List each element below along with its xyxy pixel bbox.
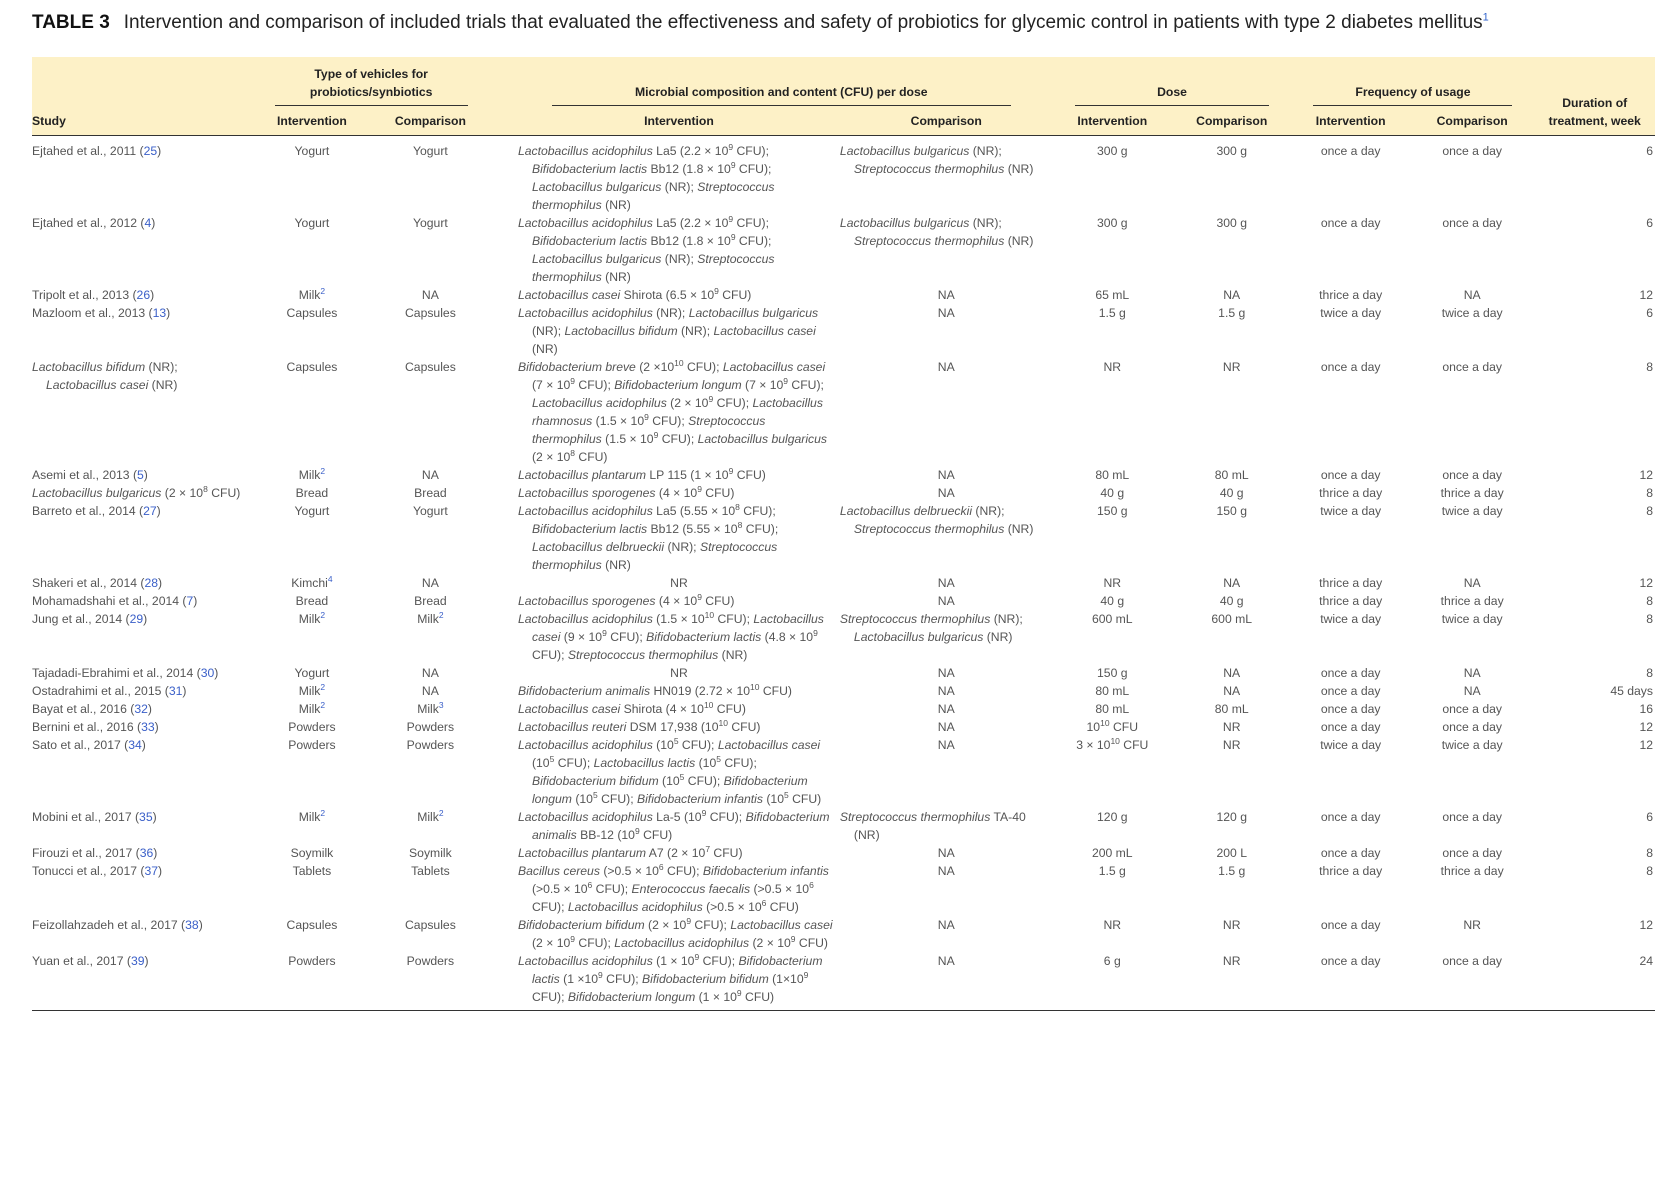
table-row [32, 574, 1655, 592]
cell-vehicle-comparison: NA [421, 468, 439, 482]
cell-study: Jung et al., 2014 (29) [32, 612, 148, 626]
header-row-groups [32, 57, 1655, 112]
cell-gap [490, 592, 518, 610]
cell-vehicle-comparison: Powders [406, 720, 455, 734]
cell-dose-comparison: NR [1222, 918, 1241, 932]
cell-dose-intervention: 150 g [1097, 504, 1128, 518]
cell-study: Barreto et al., 2014 (27) [32, 504, 161, 518]
table-row [32, 592, 1655, 610]
cell-dose-comparison: NA [1223, 288, 1241, 302]
cell-dose-intervention: 6 g [1053, 952, 1172, 1011]
cell-gap [490, 664, 518, 682]
cell-vehicle-comparison: NA [421, 684, 439, 698]
cell-microbial-intervention: Lactobacillus plantarum A7 ($2 \times 10^7$ CFU) [517, 843, 743, 860]
cell-duration: 8 [1646, 864, 1653, 878]
cell-dose-intervention: $3 \times 10^{10}$ CFU [1076, 735, 1149, 752]
header-dose-intervention: Intervention [1053, 112, 1172, 136]
cell-microbial-intervention: Lactobacillus acidophilus La-5 ($10^9$ CFU); Bifidobacterium animalis BB-12 ($10^9$ CFU) [517, 807, 830, 842]
cell-frequency-intervention: once a day [1320, 216, 1381, 230]
cell-dose-intervention: 120 g [1097, 810, 1128, 824]
cell-dose-comparison: 300 g [1216, 216, 1247, 230]
table-row [32, 718, 1655, 736]
cell-vehicle-intervention: Powders [288, 738, 336, 752]
cell-gap [490, 808, 518, 844]
table-row [32, 502, 1655, 574]
cell-frequency-intervention: once a day [1320, 846, 1381, 860]
cell-frequency-intervention: once a day [1320, 702, 1381, 716]
cell-microbial-comparison: Lactobacillus bulgaricus (NR); Streptococcus thermophilus (NR) [839, 144, 1034, 176]
cell-vehicle-intervention: Capsules [286, 918, 338, 932]
header-microbial-intervention: Intervention [518, 112, 840, 136]
cell-microbial-comparison: Streptococcus thermophilus (NR); Lactobacillus bulgaricus (NR) [839, 612, 1023, 644]
cell-dose-intervention: 65 mL [1095, 288, 1130, 302]
header-microbial-comparison: Comparison [840, 112, 1053, 136]
caption-text: Intervention and comparison of included trials that evaluated the effectiveness and safety of probiotics for glycemic control in patients with type 2 diabetes mellitus [123, 12, 1483, 33]
cell-dose-comparison: 40 g [1219, 594, 1244, 608]
cell-vehicle-comparison: Bread [414, 486, 447, 500]
cell-gap [490, 214, 518, 286]
cell-gap [490, 916, 518, 952]
cell-vehicle-comparison: Capsules [404, 918, 456, 932]
cell-frequency-comparison: NR [1463, 918, 1481, 932]
cell-vehicle-comparison: Milk$^2$ [417, 807, 444, 824]
cell-study: Yuan et al., 2017 (39) [32, 952, 253, 1011]
cell-duration: 12 [1639, 288, 1653, 302]
cell-frequency-intervention: twice a day [1320, 306, 1382, 320]
cell-microbial-intervention: Lactobacillus casei Shirota ($4 \times 10^{10}$ CFU) [517, 699, 746, 716]
cell-microbial-intervention: Lactobacillus sporogenes ($4 \times 10^9$ CFU) [517, 483, 735, 500]
cell-vehicle-comparison: Tablets [411, 864, 450, 878]
table-label: TABLE 3 [32, 12, 110, 33]
cell-dose-intervention: NR [1103, 360, 1122, 374]
cell-microbial-intervention: Lactobacillus reuteri DSM 17,938 ($10^{10}$ CFU) [517, 717, 761, 734]
cell-study: Bernini et al., 2016 (33) [32, 720, 159, 734]
cell-duration: 12 [1639, 720, 1653, 734]
cell-gap [490, 718, 518, 736]
cell-vehicle-comparison: Yogurt [412, 504, 448, 518]
cell-vehicle-intervention: Milk$^2$ [298, 699, 326, 716]
cell-vehicle-comparison: Powders [371, 952, 489, 1011]
cell-study: Lactobacillus bifidum (NR); Lactobacillus casei (NR) [32, 360, 178, 392]
cell-vehicle-intervention: Yogurt [294, 144, 330, 158]
cell-study: Tajadadi-Ebrahimi et al., 2014 (30) [32, 666, 219, 680]
cell-microbial-intervention: Bifidobacterium animalis HN019 ($2.72 \times 10^{10}$ CFU) [517, 681, 792, 698]
table-body [32, 136, 1655, 1011]
cell-duration: 6 [1646, 144, 1653, 158]
cell-microbial-comparison: NA [937, 720, 955, 734]
cell-microbial-comparison: NA [937, 846, 955, 860]
cell-microbial-comparison: NA [937, 594, 955, 608]
cell-dose-comparison: 1.5 g [1218, 306, 1246, 320]
cell-gap [490, 466, 518, 484]
cell-dose-comparison: NA [1223, 666, 1241, 680]
cell-duration: 8 [1646, 360, 1653, 374]
cell-vehicle-intervention: Kimchi$^4$ [291, 573, 333, 590]
cell-frequency-comparison: once a day [1442, 846, 1502, 860]
cell-frequency-intervention: twice a day [1320, 738, 1382, 752]
header-frequency-comparison: Comparison [1410, 112, 1535, 136]
cell-dose-intervention: $10^{10}$ CFU [1086, 717, 1138, 734]
cell-dose-comparison: 300 g [1216, 144, 1247, 158]
cell-frequency-comparison: once a day [1442, 702, 1502, 716]
cell-dose-intervention: 200 mL [1091, 846, 1133, 860]
cell-study: Ejtahed et al., 2011 (25) [32, 144, 162, 158]
cell-gap [490, 736, 518, 808]
cell-microbial-intervention: Lactobacillus acidophilus La5 ($2.2 \times 10^9$ CFU); Bifidobacterium lactis Bb12 ($1.8 \times 10^9$ CFU); Lactobacillus bulgaricus (NR); Streptococcus thermophilus (NR) [517, 141, 775, 212]
table-row [32, 862, 1655, 916]
cell-dose-intervention: 1.5 g [1098, 864, 1126, 878]
cell-microbial-intervention: Lactobacillus sporogenes ($4 \times 10^9$ CFU) [517, 591, 735, 608]
cell-vehicle-comparison: NA [421, 666, 439, 680]
cell-microbial-comparison: NA [937, 306, 955, 320]
cell-frequency-intervention: once a day [1320, 666, 1381, 680]
cell-study: Asemi et al., 2013 (5) [32, 468, 148, 482]
table-caption [32, 12, 1652, 34]
cell-study: Bayat et al., 2016 (32) [32, 702, 152, 716]
cell-dose-comparison: 40 g [1219, 486, 1244, 500]
cell-dose-comparison: 150 g [1216, 504, 1247, 518]
cell-microbial-comparison: NA [840, 952, 1053, 1011]
cell-duration: 24 [1534, 952, 1655, 1011]
cell-duration: 6 [1646, 306, 1653, 320]
cell-dose-intervention: 80 mL [1095, 702, 1130, 716]
cell-microbial-comparison: NA [937, 486, 955, 500]
cell-frequency-comparison: once a day [1442, 360, 1502, 374]
cell-duration: 8 [1646, 846, 1653, 860]
cell-duration: 12 [1639, 918, 1653, 932]
cell-duration: 16 [1639, 702, 1653, 716]
cell-frequency-comparison: once a day [1442, 144, 1502, 158]
cell-microbial-comparison: Streptococcus thermophilus TA-40 (NR) [839, 810, 1026, 842]
table-row [32, 136, 1655, 215]
cell-microbial-comparison: Lactobacillus bulgaricus (NR); Streptococcus thermophilus (NR) [839, 216, 1034, 248]
table-row [32, 808, 1655, 844]
cell-frequency-intervention: thrice a day [1319, 576, 1383, 590]
cell-vehicle-comparison: Bread [414, 594, 447, 608]
cell-dose-comparison: NA [1223, 684, 1241, 698]
cell-microbial-comparison: NA [937, 288, 955, 302]
cell-vehicle-comparison: Yogurt [412, 216, 448, 230]
cell-duration: 12 [1639, 738, 1653, 752]
cell-vehicle-intervention: Bread [295, 486, 329, 500]
cell-microbial-comparison: NA [937, 864, 955, 878]
cell-frequency-intervention: once a day [1320, 360, 1381, 374]
cell-microbial-intervention: Lactobacillus plantarum LP 115 ($1 \times 10^9$ CFU) [517, 465, 766, 482]
cell-frequency-comparison: once a day [1442, 468, 1502, 482]
header-vehicle-group: Type of vehicles for probiotics/synbiotics [253, 57, 490, 112]
cell-study: Mobini et al., 2017 (35) [32, 810, 157, 824]
cell-vehicle-intervention: Milk$^2$ [298, 285, 326, 302]
cell-duration: 12 [1639, 576, 1653, 590]
cell-frequency-comparison: once a day [1442, 216, 1502, 230]
cell-microbial-intervention: Bifidobacterium bifidum ($2 \times 10^9$ CFU); Lactobacillus casei ($2 \times 10^9$ CFU); Lactobacillus acidophilus ($2 \times 10^9$ CFU) [517, 915, 833, 950]
cell-study: Tripolt et al., 2013 (26) [32, 288, 155, 302]
cell-vehicle-intervention: Bread [295, 594, 329, 608]
cell-frequency-comparison: twice a day [1441, 504, 1503, 518]
cell-dose-comparison: 1.5 g [1218, 864, 1246, 878]
cell-duration: 8 [1646, 612, 1653, 626]
cell-frequency-intervention: once a day [1320, 918, 1381, 932]
cell-frequency-intervention: once a day [1320, 144, 1381, 158]
cell-microbial-intervention: Bifidobacterium breve ($2 \times 10^{10}$ CFU); Lactobacillus casei ($7 \times 10^9$ CFU); Bifidobacterium longum ($7 \times 10^9$ CFU); Lactobacillus acidophilus ($2 \times 10^9$ CFU); Lactobacillus rhamnosus ($1.5 \times 10^9$ CFU); Streptococcus thermophilus ($1.5 \times 10^9$ CFU); Lactobacillus bulgaricus ($2 \times 10^8$ CFU) [517, 357, 827, 464]
cell-vehicle-comparison: Capsules [404, 360, 456, 374]
cell-frequency-intervention: once a day [1320, 720, 1381, 734]
header-dose-comparison: Comparison [1172, 112, 1291, 136]
cell-study: Mohamadshahi et al., 2014 (7) [32, 594, 198, 608]
cell-frequency-comparison: thrice a day [1440, 864, 1504, 878]
table-row [32, 304, 1655, 358]
cell-dose-intervention: 150 g [1097, 666, 1128, 680]
cell-frequency-comparison: once a day [1410, 952, 1535, 1011]
cell-microbial-comparison: NA [937, 702, 955, 716]
header-frequency-intervention: Intervention [1291, 112, 1409, 136]
cell-vehicle-comparison: Soymilk [409, 846, 452, 860]
cell-vehicle-intervention: Tablets [292, 864, 332, 878]
cell-dose-intervention: 80 mL [1095, 684, 1130, 698]
cell-dose-intervention: 80 mL [1095, 468, 1130, 482]
cell-frequency-intervention: once a day [1320, 810, 1381, 824]
cell-dose-intervention: 40 g [1100, 594, 1125, 608]
cell-gap [490, 844, 518, 862]
cell-vehicle-intervention: Milk$^2$ [298, 681, 326, 698]
cell-microbial-intervention: Lactobacillus acidophilus ($10^5$ CFU); Lactobacillus casei ($10^5$ CFU); Lactobacillus lactis ($10^5$ CFU); Bifidobacterium bifidum ($10^5$ CFU); Bifidobacterium longum ($10^5$ CFU); Bifidobacterium infantis ($10^5$ CFU) [517, 735, 822, 806]
cell-vehicle-intervention: Capsules [286, 360, 338, 374]
cell-dose-intervention: 300 g [1097, 144, 1128, 158]
cell-vehicle-intervention: Yogurt [294, 216, 330, 230]
cell-vehicle-intervention: Powders [253, 952, 371, 1011]
cell-frequency-intervention: twice a day [1320, 612, 1382, 626]
cell-frequency-comparison: NA [1463, 666, 1481, 680]
cell-microbial-intervention: Lactobacillus casei Shirota ($6.5 \times 10^9$ CFU) [517, 285, 752, 302]
cell-vehicle-comparison: Milk$^3$ [417, 699, 444, 716]
cell-dose-intervention: 1.5 g [1098, 306, 1126, 320]
header-study: Study [32, 57, 253, 136]
cell-frequency-comparison: NA [1463, 288, 1481, 302]
cell-vehicle-comparison: Powders [406, 738, 455, 752]
cell-study: Ejtahed et al., 2012 (4) [32, 216, 156, 230]
cell-vehicle-intervention: Yogurt [294, 504, 330, 518]
cell-frequency-intervention: thrice a day [1319, 288, 1383, 302]
cell-duration: 12 [1639, 468, 1653, 482]
header-row-sub [32, 112, 1655, 136]
cell-gap [490, 358, 518, 466]
cell-dose-comparison: NR [1222, 360, 1241, 374]
cell-microbial-comparison: NA [937, 666, 955, 680]
cell-dose-comparison: 200 L [1216, 846, 1247, 860]
cell-vehicle-intervention: Soymilk [290, 846, 334, 860]
cell-gap [490, 952, 518, 1011]
cell-dose-comparison: NR [1222, 738, 1241, 752]
header-frequency-group: Frequency of usage [1291, 57, 1534, 112]
table-row [32, 286, 1655, 304]
cell-gap [490, 682, 518, 700]
cell-duration: 8 [1646, 486, 1653, 500]
cell-study: Ostadrahimi et al., 2015 (31) [32, 684, 187, 698]
table-row [32, 844, 1655, 862]
cell-frequency-comparison: thrice a day [1440, 486, 1504, 500]
cell-duration: 8 [1646, 594, 1653, 608]
cell-dose-comparison: NR [1172, 952, 1291, 1011]
cell-frequency-intervention: once a day [1291, 952, 1409, 1011]
cell-vehicle-intervention: Milk$^2$ [298, 807, 326, 824]
cell-frequency-comparison: once a day [1442, 720, 1502, 734]
header-vehicle-intervention: Intervention [253, 112, 371, 136]
cell-microbial-intervention: NR [670, 666, 688, 680]
cell-vehicle-intervention: Yogurt [294, 666, 330, 680]
cell-vehicle-comparison: NA [421, 576, 439, 590]
cell-gap [490, 136, 518, 215]
cell-gap [490, 700, 518, 718]
cell-vehicle-comparison: Capsules [404, 306, 456, 320]
cell-microbial-comparison: NA [937, 468, 955, 482]
cell-dose-comparison: 600 mL [1211, 612, 1253, 626]
cell-microbial-comparison: NA [937, 738, 955, 752]
cell-microbial-comparison: NA [937, 918, 955, 932]
cell-microbial-intervention: Lactobacillus acidophilus La5 ($2.2 \times 10^9$ CFU); Bifidobacterium lactis Bb12 ($1.8 \times 10^9$ CFU); Lactobacillus bulgaricus (NR); Streptococcus thermophilus (NR) [517, 213, 775, 284]
caption-footnote: 1 [1482, 11, 1489, 24]
cell-frequency-comparison: thrice a day [1440, 594, 1504, 608]
data-table [32, 57, 1655, 1011]
cell-vehicle-comparison: Milk$^2$ [417, 609, 444, 626]
cell-frequency-comparison: once a day [1442, 810, 1502, 824]
cell-frequency-comparison: NA [1463, 684, 1481, 698]
cell-gap [490, 862, 518, 916]
cell-study: Mazloom et al., 2013 (13) [32, 306, 171, 320]
cell-frequency-comparison: twice a day [1441, 306, 1503, 320]
table-row [32, 736, 1655, 808]
header-microbial-group: Microbial composition and content (CFU) per dose [518, 57, 1053, 112]
table-row [32, 916, 1655, 952]
cell-gap [490, 502, 518, 574]
cell-duration: 8 [1646, 666, 1653, 680]
cell-dose-comparison: 80 mL [1214, 468, 1249, 482]
cell-vehicle-intervention: Capsules [286, 306, 338, 320]
table-row [32, 484, 1655, 502]
cell-microbial-comparison: NA [937, 360, 955, 374]
cell-duration: 45 days [1610, 684, 1653, 698]
cell-dose-intervention: 300 g [1097, 216, 1128, 230]
cell-dose-comparison: 80 mL [1214, 702, 1249, 716]
header-vehicle-comparison: Comparison [371, 112, 489, 136]
cell-gap [490, 286, 518, 304]
table-row [32, 358, 1655, 466]
header-dose-group: Dose [1053, 57, 1292, 112]
cell-microbial-intervention: Lactobacillus acidophilus ($1.5 \times 10^{10}$ CFU); Lactobacillus casei ($9 \times 10^9$ CFU); Bifidobacterium lactis ($4.8 \times 10^9$ CFU); Streptococcus thermophilus (NR) [517, 609, 824, 662]
cell-frequency-intervention: thrice a day [1319, 594, 1383, 608]
cell-vehicle-intervention: Milk$^2$ [298, 465, 326, 482]
cell-duration: 8 [1646, 504, 1653, 518]
header-duration: Duration of treatment, week [1534, 57, 1655, 136]
cell-gap [490, 574, 518, 592]
cell-study: Firouzi et al., 2017 (36) [32, 846, 158, 860]
cell-microbial-comparison: Lactobacillus delbrueckii (NR); Streptococcus thermophilus (NR) [839, 504, 1034, 536]
cell-microbial-comparison: NA [937, 576, 955, 590]
cell-frequency-intervention: twice a day [1320, 504, 1382, 518]
cell-frequency-intervention: thrice a day [1319, 864, 1383, 878]
table-row [32, 466, 1655, 484]
cell-frequency-intervention: once a day [1320, 468, 1381, 482]
cell-microbial-intervention: Bacillus cereus ($>0.5 \times 10^6$ CFU); Bifidobacterium infantis ($>0.5 \times 10^6$ CFU); Enterococcus faecalis ($>0.5 \times 10^6$ CFU); Lactobacillus acidophilus ($>0.5 \times 10^6$ CFU) [517, 861, 829, 914]
cell-dose-comparison: NA [1223, 576, 1241, 590]
table-row [32, 682, 1655, 700]
table-row [32, 952, 1655, 1011]
cell-vehicle-comparison: Yogurt [412, 144, 448, 158]
table-row [32, 664, 1655, 682]
cell-dose-intervention: 600 mL [1091, 612, 1133, 626]
table-row [32, 610, 1655, 664]
cell-dose-intervention: 40 g [1100, 486, 1125, 500]
cell-frequency-comparison: NA [1463, 576, 1481, 590]
cell-microbial-intervention: Lactobacillus acidophilus ($1 \times 10^9$ CFU); Bifidobacterium lactis ($1 \times 10^9$ CFU); Bifidobacterium bifidum ($1\times 10^9$ CFU); Bifidobacterium longum ($1 \times 10^9$ CFU) [518, 952, 840, 1011]
cell-microbial-intervention: Lactobacillus acidophilus (NR); Lactobacillus bulgaricus (NR); Lactobacillus bifidum (NR); Lactobacillus casei (NR) [517, 306, 819, 356]
cell-dose-comparison: 120 g [1216, 810, 1247, 824]
cell-microbial-intervention: Lactobacillus acidophilus La5 ($5.55 \times 10^8$ CFU); Bifidobacterium lactis Bb12 ($5.55 \times 10^8$ CFU); Lactobacillus delbrueckii (NR); Streptococcus thermophilus (NR) [517, 501, 779, 572]
cell-vehicle-intervention: Powders [288, 720, 336, 734]
cell-dose-comparison: NR [1222, 720, 1241, 734]
cell-gap [490, 610, 518, 664]
cell-study: Tonucci et al., 2017 (37) [32, 864, 163, 878]
cell-frequency-intervention: once a day [1320, 684, 1381, 698]
cell-microbial-comparison: NA [937, 684, 955, 698]
cell-microbial-intervention: NR [670, 576, 688, 590]
table-row [32, 214, 1655, 286]
cell-duration: 6 [1646, 810, 1653, 824]
table-row [32, 700, 1655, 718]
cell-gap [490, 304, 518, 358]
cell-study: Feizollahzadeh et al., 2017 (38) [32, 918, 203, 932]
cell-vehicle-intervention: Milk$^2$ [298, 609, 326, 626]
cell-gap [490, 484, 518, 502]
cell-dose-intervention: NR [1103, 576, 1122, 590]
cell-study: Shakeri et al., 2014 (28) [32, 576, 163, 590]
cell-vehicle-comparison: NA [421, 288, 439, 302]
cell-dose-intervention: NR [1103, 918, 1122, 932]
cell-duration: 6 [1646, 216, 1653, 230]
cell-study: Sato et al., 2017 (34) [32, 738, 146, 752]
cell-frequency-intervention: thrice a day [1319, 486, 1383, 500]
cell-study: Lactobacillus bulgaricus ($2 \times 10^8$ CFU) [32, 483, 241, 500]
cell-frequency-comparison: twice a day [1441, 612, 1503, 626]
cell-frequency-comparison: twice a day [1441, 738, 1503, 752]
